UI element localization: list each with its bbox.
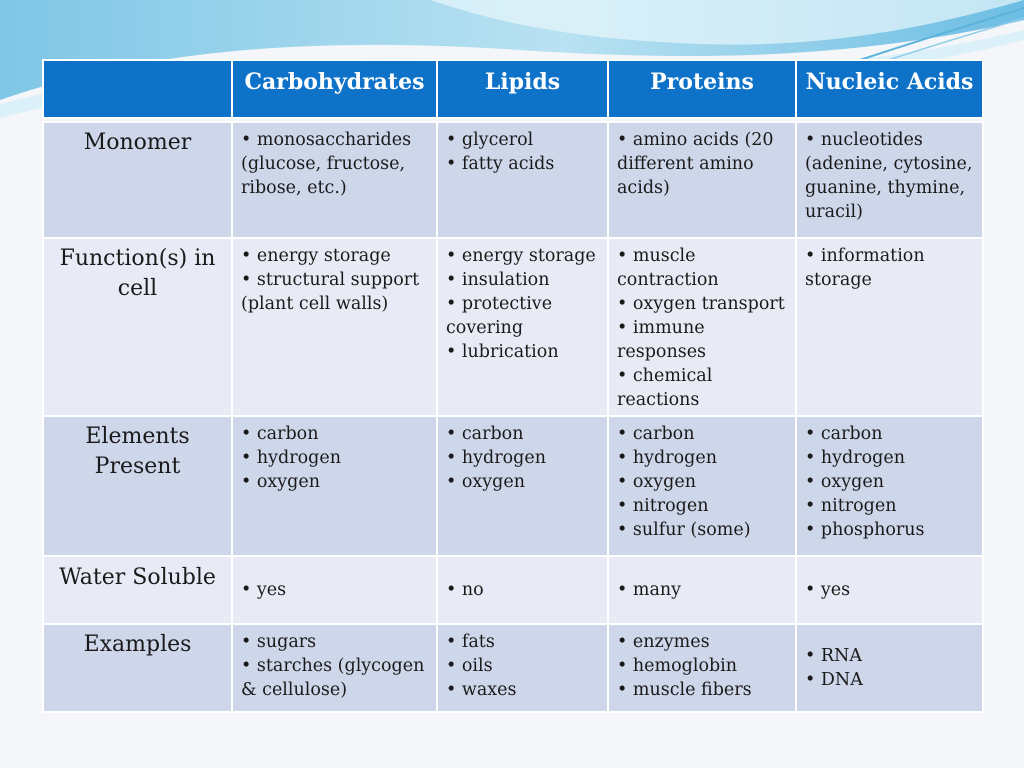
row-label-water-soluble: Water Soluble (43, 556, 232, 624)
row-label-examples: Examples (43, 624, 232, 712)
cell-elements-carbohydrates (232, 416, 437, 556)
cell-line: • RNA (805, 646, 863, 666)
cell-line: • nitrogen (617, 496, 709, 516)
macromolecules-table-container (42, 59, 982, 713)
cell-monomer-carbohydrates (232, 122, 437, 238)
cell-line: • carbon (617, 424, 695, 444)
table-row-elements (43, 416, 983, 556)
cell-line: • fatty acids (446, 154, 555, 174)
cell-elements-nucleic-acids (796, 416, 983, 556)
cell-examples-nucleic-acids (796, 624, 983, 712)
cell-line: • lubrication (446, 342, 559, 362)
cell-water-carbohydrates (232, 556, 437, 624)
cell-line: • carbon (805, 424, 883, 444)
header-lipids: Lipids (437, 60, 608, 118)
cell-monomer-proteins (608, 122, 796, 238)
table-row-function (43, 238, 983, 416)
cell-line: • hydrogen (617, 448, 717, 468)
cell-line: • amino acids (20 different amino acids) (617, 130, 774, 198)
header-row (43, 60, 983, 118)
cell-line: • no (446, 580, 484, 600)
cell-line: • yes (241, 580, 287, 600)
cell-line: • sulfur (some) (617, 520, 751, 540)
macromolecules-table (42, 59, 984, 713)
cell-line: • immune responses (617, 318, 707, 362)
cell-function-lipids (437, 238, 608, 416)
cell-line: • protective covering (446, 294, 553, 338)
cell-line: • fats (446, 632, 495, 652)
cell-line: • nucleotides (adenine, cytosine, guanine, thymine, uracil) (805, 130, 973, 222)
cell-line: • waxes (446, 680, 517, 700)
cell-line: • hemoglobin (617, 656, 738, 676)
table-row-monomer (43, 122, 983, 238)
cell-elements-lipids (437, 416, 608, 556)
cell-line: • energy storage (446, 246, 596, 266)
row-label-monomer: Monomer (43, 122, 232, 238)
cell-function-nucleic-acids (796, 238, 983, 416)
cell-line: • DNA (805, 670, 863, 690)
cell-line: • oxygen (805, 472, 885, 492)
cell-line: • energy storage (241, 246, 391, 266)
header-carbohydrates: Carbohydrates (232, 60, 437, 118)
cell-line: • yes (805, 580, 851, 600)
cell-line: • muscle fibers (617, 680, 752, 700)
row-label-function: Function(s) in cell (43, 238, 232, 416)
cell-line: • enzymes (617, 632, 710, 652)
cell-water-proteins (608, 556, 796, 624)
cell-line: • insulation (446, 270, 550, 290)
cell-line: • many (617, 580, 682, 600)
cell-monomer-lipids (437, 122, 608, 238)
cell-line: • hydrogen (446, 448, 546, 468)
cell-function-carbohydrates (232, 238, 437, 416)
cell-line: • oxygen (241, 472, 321, 492)
cell-line: • hydrogen (805, 448, 905, 468)
cell-line: • starches (glycogen & cellulose) (241, 656, 425, 700)
cell-line: • monosaccharides (glucose, fructose, ribose, etc.) (241, 130, 412, 198)
cell-line: • information storage (805, 246, 925, 290)
cell-examples-lipids (437, 624, 608, 712)
cell-monomer-nucleic-acids (796, 122, 983, 238)
cell-line: • muscle contraction (617, 246, 719, 290)
cell-line: • phosphorus (805, 520, 925, 540)
cell-line: • structural support (plant cell walls) (241, 270, 420, 314)
cell-line: • oils (446, 656, 493, 676)
cell-elements-proteins (608, 416, 796, 556)
cell-line: • chemical reactions (617, 366, 713, 410)
cell-examples-proteins (608, 624, 796, 712)
cell-line: • oxygen (446, 472, 526, 492)
header-nucleic-acids: Nucleic Acids (796, 60, 983, 118)
cell-examples-carbohydrates (232, 624, 437, 712)
cell-line: • carbon (241, 424, 319, 444)
cell-line: • oxygen transport (617, 294, 785, 314)
table-row-examples (43, 624, 983, 712)
cell-line: • hydrogen (241, 448, 341, 468)
cell-line: • glycerol (446, 130, 534, 150)
cell-water-nucleic-acids (796, 556, 983, 624)
header-corner (43, 60, 232, 118)
cell-water-lipids (437, 556, 608, 624)
row-label-elements: Elements Present (43, 416, 232, 556)
header-proteins: Proteins (608, 60, 796, 118)
table-row-water-soluble (43, 556, 983, 624)
cell-line: • nitrogen (805, 496, 897, 516)
cell-function-proteins (608, 238, 796, 416)
cell-line: • carbon (446, 424, 524, 444)
cell-line: • oxygen (617, 472, 697, 492)
cell-line: • sugars (241, 632, 317, 652)
